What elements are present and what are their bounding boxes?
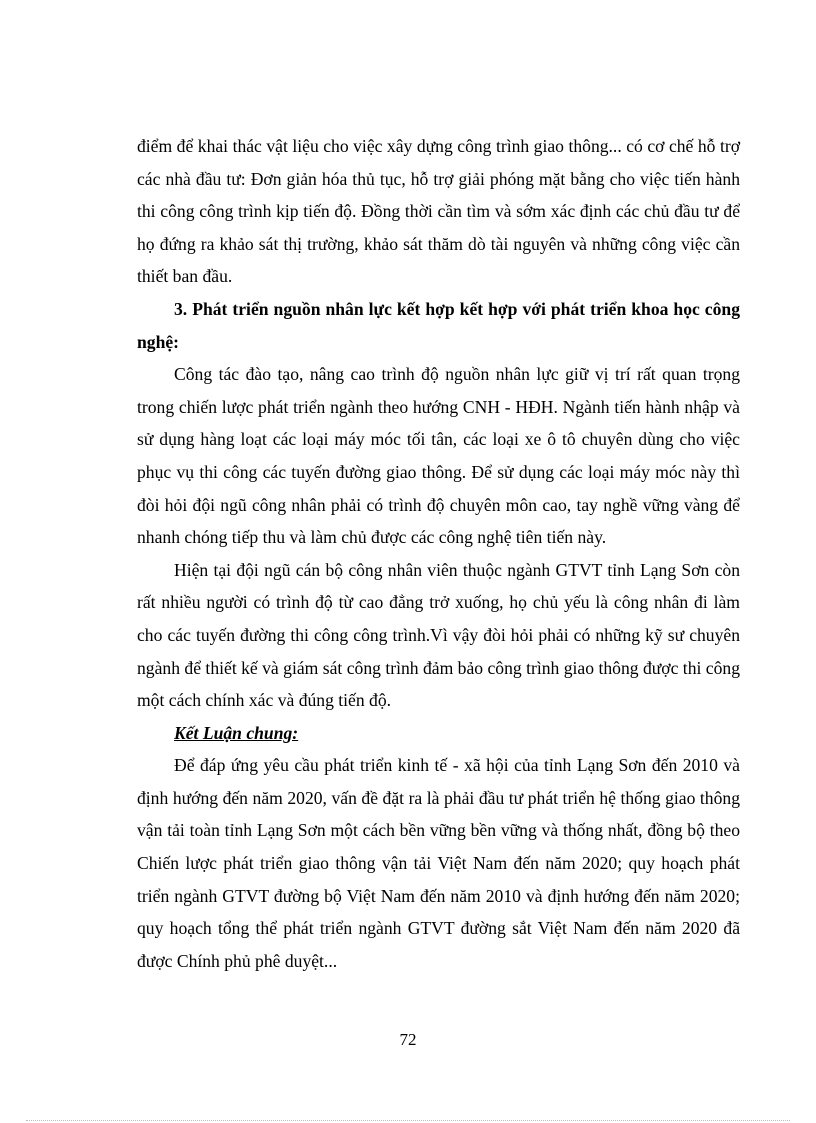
paragraph-materials-investors: điểm để khai thác vật liệu cho việc xây dựng công trình giao thông... có cơ chế hỗ trợ các nhà đầu tư: Đơn giản hóa thủ tục, hỗ trợ giải phóng mặt bằng cho việc tiến hành thi công công trình kịp tiến độ. Đồng thời cần tìm và sớm xác định các chủ đầu tư để họ đứng ra khảo sát thị trường, khảo sát thăm dò tài nguyên và những công việc cần thiết ban đầu. [137, 136, 740, 287]
page-number: 72 [399, 1030, 417, 1049]
conclusion-heading: Kết Luận chung: [174, 722, 299, 743]
page-body [137, 130, 740, 977]
conclusion-heading-wrapper [137, 717, 740, 750]
page-bottom-divider [26, 1120, 790, 1121]
section-heading-human-resources: 3. Phát triển nguồn nhân lực kết hợp kết hợp với phát triển khoa học công nghệ: [137, 298, 740, 352]
paragraph-conclusion: Để đáp ứng yêu cầu phát triển kinh tế - xã hội của tỉnh Lạng Sơn đến 2010 và định hướng đến năm 2020, vấn đề đặt ra là phải đầu tư phát triển hệ thống giao thông vận tải toàn tỉnh Lạng Sơn một cách bền vững bền vững và thống nhất, đồng bộ theo Chiến lược phát triển giao thông vận tải Việt Nam đến năm 2020; quy hoạch phát triển ngành GTVT đường bộ Việt Nam đến năm 2010 và định hướng đến năm 2020; quy hoạch tổng thể phát triển ngành GTVT đường sắt Việt Nam đến năm 2020 đã được Chính phủ phê duyệt... [137, 755, 740, 971]
paragraph-current-staff: Hiện tại đội ngũ cán bộ công nhân viên thuộc ngành GTVT tỉnh Lạng Sơn còn rất nhiều người có trình độ từ cao đẳng trở xuống, họ chủ yếu là công nhân đi làm cho các tuyến đường thi công công trình.Vì vậy đòi hỏi phải có những kỹ sư chuyên ngành để thiết kế và giám sát công trình đảm bảo công trình giao thông được thi công một cách chính xác và đúng tiến độ. [137, 559, 740, 711]
paragraph-training: Công tác đào tạo, nâng cao trình độ nguồn nhân lực giữ vị trí rất quan trọng trong chiến lược phát triển ngành theo hướng CNH - HĐH. Ngành tiến hành nhập và sử dụng hàng loạt các loại máy móc tối tân, các loại xe ô tô chuyên dùng cho việc phục vụ thi công các tuyến đường giao thông. Để sử dụng các loại máy móc này thì đòi hỏi đội ngũ công nhân phải có trình độ chuyên môn cao, tay nghề vững vàng để nhanh chóng tiếp thu và làm chủ được các công nghệ tiên tiến này. [137, 364, 740, 548]
